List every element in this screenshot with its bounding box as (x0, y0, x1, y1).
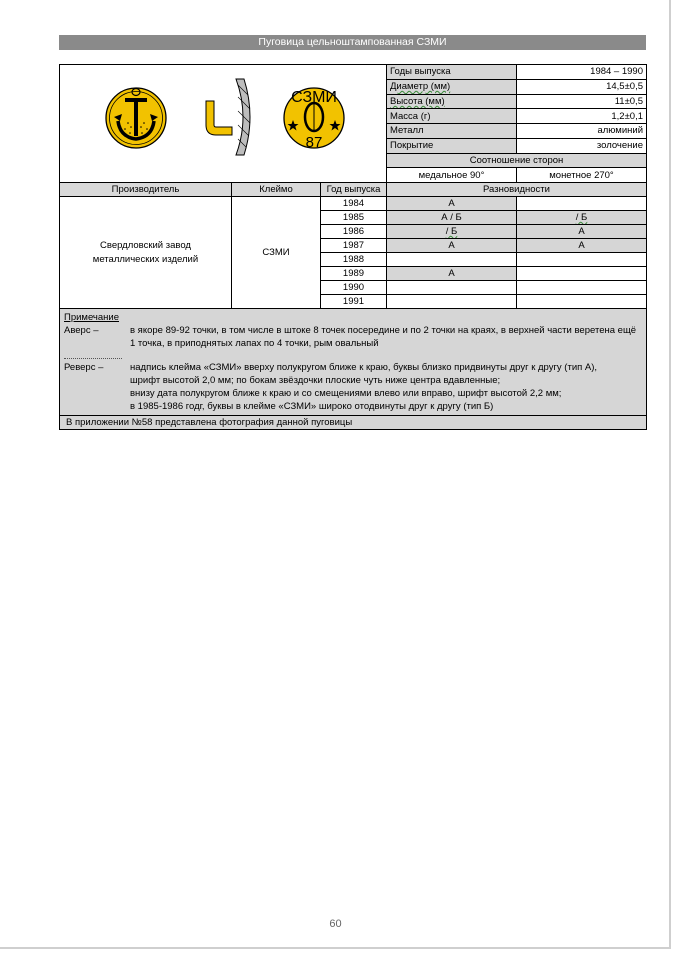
variant-b-cell (517, 197, 647, 211)
reverse-top-text: СЗМИ (291, 89, 337, 106)
variant-a-cell: А (387, 197, 517, 211)
header-variants: Разновидности (387, 183, 647, 197)
prop-label-mass: Масса (г) (387, 109, 517, 124)
prop-value-coating: золочение (517, 138, 647, 153)
header-producer: Производитель (60, 183, 232, 197)
prop-value-diameter: 14,5±0,5 (517, 79, 647, 94)
reverse-line: внизу дата полукругом ближе к краю и со смещениями влево или вправо, шрифт высотой 2,2 мм; (130, 388, 562, 399)
reverse-text (130, 361, 642, 413)
reverse-line: в 1985-1986 годг, буквы в клейме «СЗМИ» широко отодвинуты друг к другу (тип Б) (130, 401, 494, 412)
variant-b-cell (517, 253, 647, 267)
variant-b-cell (517, 295, 647, 309)
button-images-cell (60, 65, 387, 183)
page-number: 60 (329, 918, 342, 930)
header-year: Год выпуска (321, 183, 387, 197)
prop-label-diameter: Диаметр (мм) (387, 79, 517, 94)
variant-a-cell (387, 281, 517, 295)
reverse-key: Реверс – (64, 362, 104, 373)
ratio-medal: медальное 90° (387, 168, 517, 183)
prop-value-height: 11±0,5 (517, 94, 647, 109)
reverse-line: шрифт высотой 2,0 мм; по бокам звёздочки плоские чуть ниже центра вдавленные; (130, 375, 501, 386)
variant-a-cell (387, 295, 517, 309)
mark-name: СЗМИ (232, 197, 321, 309)
obverse-key: Аверс – (64, 325, 99, 336)
year-cell: 1985 (321, 211, 387, 225)
prop-label-metal: Металл (387, 124, 517, 139)
year-cell: 1987 (321, 239, 387, 253)
variant-b-cell (517, 267, 647, 281)
reverse-note (64, 361, 642, 413)
obverse-text: в якоре 89-92 точки, в том числе в штоке 8 точек посередине и по 2 точки на краях, в верхней части веретена ещё 1 точка, в приподнятых лапах по 4 точки, рым овальный (130, 325, 637, 349)
variant-b-cell: А (517, 239, 647, 253)
button-spec-table (59, 64, 647, 430)
year-cell: 1989 (321, 267, 387, 281)
reverse-date-text: 87 (305, 134, 323, 151)
prop-value-metal: алюминий (517, 124, 647, 139)
year-cell: 1986 (321, 225, 387, 239)
variant-a-cell: А (387, 239, 517, 253)
page-title: Пуговица цельноштампованная СЗМИ (59, 35, 646, 50)
appendix-note: В приложении №58 представлена фотография данной пуговицы (60, 416, 647, 430)
notes-separator (64, 358, 122, 359)
variant-a-cell: А / Б (387, 211, 517, 225)
notes-section (60, 309, 647, 416)
button-illustration (60, 65, 386, 178)
side-profile-image (206, 79, 250, 155)
obverse-anchor-image (106, 88, 166, 148)
variant-b-cell (517, 281, 647, 295)
reverse-line: надпись клейма «СЗМИ» вверху полукругом ближе к краю, буквы близко придвинуты друг к другу (тип А), (130, 362, 598, 373)
prop-label-coating: Покрытие (387, 138, 517, 153)
variant-a-cell: А (387, 267, 517, 281)
prop-label-height: Высота (мм) (387, 94, 517, 109)
ratio-coin: монетное 270° (517, 168, 647, 183)
header-mark: Клеймо (232, 183, 321, 197)
year-cell: 1988 (321, 253, 387, 267)
variant-b-cell: А (517, 225, 647, 239)
reverse-mark-image (284, 88, 344, 151)
notes-title: Примечание (64, 312, 119, 323)
variant-b-cell: / Б (517, 211, 647, 225)
variant-a-cell (387, 253, 517, 267)
obverse-note (64, 324, 642, 350)
year-cell: 1984 (321, 197, 387, 211)
variant-a-cell: / Б (387, 225, 517, 239)
prop-value-mass: 1,2±0,1 (517, 109, 647, 124)
ratio-title: Соотношение сторон (387, 153, 647, 168)
year-cell: 1991 (321, 295, 387, 309)
producer-name: Свердловский завод металлических изделий (60, 197, 232, 309)
prop-label-years: Годы выпуска (387, 65, 517, 80)
year-cell: 1990 (321, 281, 387, 295)
prop-value-years: 1984 – 1990 (517, 65, 647, 80)
